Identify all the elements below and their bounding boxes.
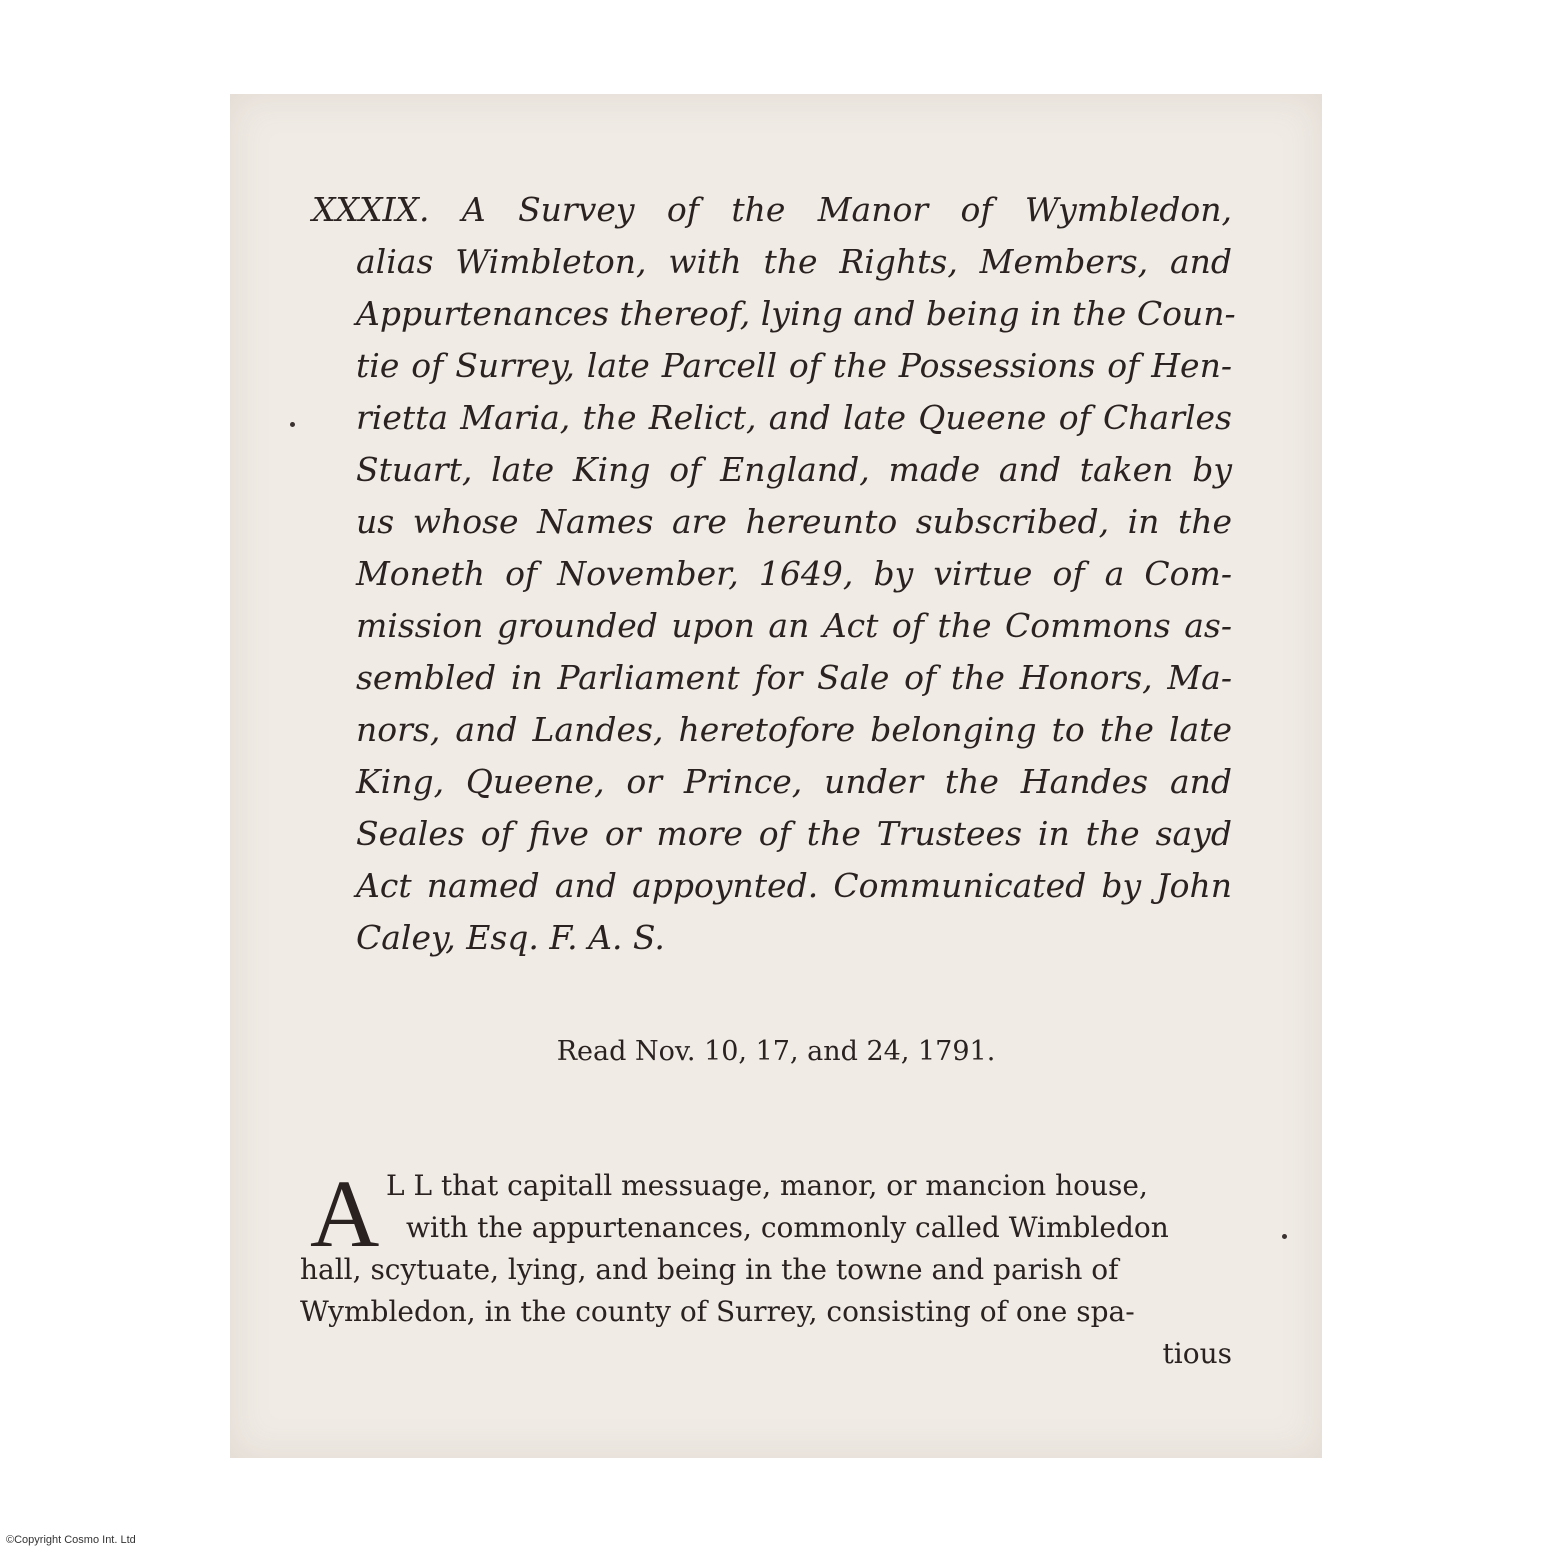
title-line: XXXIX. A Survey of the Manor of Wymbledon, — [312, 190, 1232, 229]
title-line: Caley, Esq. F. A. S. — [356, 918, 665, 957]
body-line: hall, scytuate, lying, and being in the towne and parish of — [300, 1253, 1119, 1286]
drop-cap: A — [310, 1160, 380, 1267]
body-line: tious — [1162, 1337, 1232, 1370]
body-line: Wymbledon, in the county of Surrey, consisting of one spa- — [300, 1295, 1135, 1328]
title-line: alias Wimbleton, with the Rights, Members, and — [356, 242, 1232, 281]
title-line: Act named and appoynted. Communicated by John — [356, 866, 1232, 905]
title-line: us whose Names are hereunto subscribed, in the — [356, 502, 1232, 541]
title-line: Stuart, late King of England, made and taken by — [356, 450, 1232, 489]
body-line: with the appurtenances, commonly called Wimbledon — [406, 1211, 1169, 1244]
book-page — [230, 94, 1322, 1458]
copyright-watermark: ©Copyright Cosmo Int. Ltd — [6, 1534, 136, 1546]
title-line: nors, and Landes, heretofore belonging to the late — [356, 710, 1232, 749]
title-line: rietta Maria, the Relict, and late Queene of Charles — [356, 398, 1232, 437]
title-line: Moneth of November, 1649, by virtue of a Com- — [356, 554, 1232, 593]
title-line: Appurtenances thereof, lying and being in the Coun- — [356, 294, 1236, 333]
ink-speck — [290, 422, 295, 427]
title-line: tie of Surrey, late Parcell of the Possessions of Hen- — [356, 346, 1232, 385]
title-line: King, Queene, or Prince, under the Handes and — [356, 762, 1232, 801]
title-line: Seales of five or more of the Trustees in the sayd — [356, 814, 1232, 853]
ink-speck — [1282, 1234, 1287, 1239]
title-line: sembled in Parliament for Sale of the Honors, Ma- — [356, 658, 1232, 697]
title-line: mission grounded upon an Act of the Commons as- — [356, 606, 1232, 645]
read-date: Read Nov. 10, 17, and 24, 1791. — [556, 1036, 996, 1067]
body-line: L L that capitall messuage, manor, or mancion house, — [386, 1169, 1148, 1202]
